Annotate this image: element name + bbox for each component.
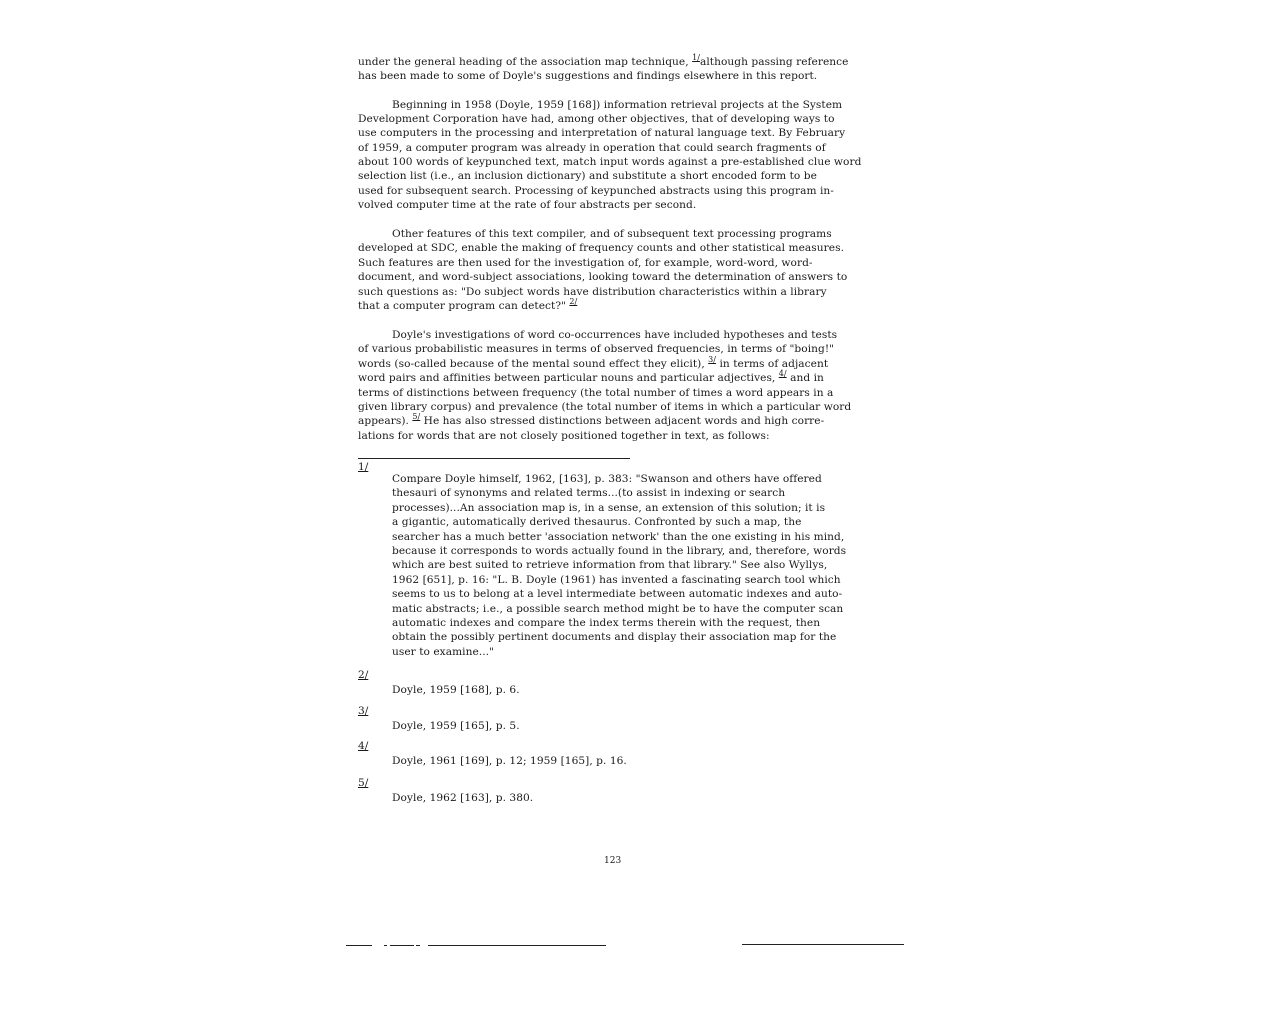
body-line: has been made to some of Doyle's suggestions and findings elsewhere in this report. [358, 70, 818, 82]
body-line: Doyle's investigations of word co-occurrences have included hypotheses and tests [392, 329, 838, 341]
footnote-number: 5/ [358, 777, 369, 789]
footnote-ref: 1/ [692, 53, 700, 62]
body-line: lations for words that are not closely positioned together in text, as follows: [358, 430, 770, 442]
footnote-line: Doyle, 1959 [168], p. 6. [392, 684, 520, 696]
body-line: Beginning in 1958 (Doyle, 1959 [168]) information retrieval projects at the System [392, 99, 843, 111]
bottom-rule [384, 945, 387, 946]
body-line: document, and word-subject associations, looking toward the determination of answers to [358, 271, 848, 283]
footnote-line: matic abstracts; i.e., a possible search method might be to have the computer scan [392, 603, 844, 615]
footnote-number: 4/ [358, 740, 369, 752]
body-line: of 1959, a computer program was already in operation that could search fragments of [358, 142, 826, 154]
footnote-ref: 4/ [778, 369, 787, 378]
footnote-line: a gigantic, automatically derived thesaurus. Confronted by such a map, the [392, 516, 802, 528]
footnote-line: because it corresponds to words actually found in the library, and, therefore, words [392, 545, 847, 557]
footnote-line: thesauri of synonyms and related terms...(to assist in indexing or search [392, 487, 786, 499]
footnote-line: automatic indexes and compare the index terms therein with the request, then [392, 617, 821, 629]
footnote-line: Doyle, 1961 [169], p. 12; 1959 [165], p. 16. [392, 755, 627, 767]
body-line: selection list (i.e., an inclusion dictionary) and substitute a short encoded form to be [358, 170, 817, 182]
footnote-line: 1962 [651], p. 16: "L. B. Doyle (1961) has invented a fascinating search tool which [392, 574, 841, 586]
body-line: about 100 words of keypunched text, match input words against a pre-established clue word [358, 156, 862, 168]
bottom-rule [428, 945, 606, 946]
body-line: used for subsequent search. Processing of keypunched abstracts using this program in- [358, 185, 834, 197]
body-line: words (so-called because of the mental sound effect they elicit), $^{3/}$ in terms of adjacent [358, 355, 829, 370]
footnote-ref: 2/ [569, 297, 578, 306]
body-line: Development Corporation have had, among other objectives, that of developing ways to [358, 113, 835, 125]
bottom-rule [390, 945, 414, 946]
footnote-number: 2/ [358, 669, 369, 681]
body-line: that a computer program can detect?" $^{2/}$ [358, 297, 578, 312]
body-line: Such features are then used for the investigation of, for example, word-word, word- [358, 257, 813, 269]
footnote-line: seems to us to belong at a level intermediate between automatic indexes and auto- [392, 588, 843, 600]
body-line: terms of distinctions between frequency (the total number of times a word appears in a [358, 387, 834, 399]
footnote-number: 1/ [358, 461, 369, 473]
body-line: use computers in the processing and interpretation of natural language text. By February [358, 127, 846, 139]
body-line: word pairs and affinities between particular nouns and particular adjectives, $^{4/}$ and in [358, 369, 824, 384]
footnote-line: Doyle, 1959 [165], p. 5. [392, 720, 520, 732]
body-line: developed at SDC, enable the making of frequency counts and other statistical measures. [358, 242, 844, 254]
bottom-rule [742, 944, 904, 945]
body-line: appears). $^{5/}$ He has also stressed distinctions between adjacent words and high corre- [358, 412, 825, 427]
page-number: 123 [604, 856, 622, 866]
footnote-line: user to examine..." [392, 646, 494, 658]
body-line: of various probabilistic measures in terms of observed frequencies, in terms of "boing!" [358, 343, 835, 355]
footnote-ref: 5/ [412, 412, 421, 421]
footnote-ref: 3/ [708, 355, 717, 364]
body-line: such questions as: "Do subject words have distribution characteristics within a library [358, 286, 827, 298]
footnote-separator [358, 458, 630, 459]
footnote-line: which are best suited to retrieve information from that library." See also Wyllys, [392, 559, 828, 571]
bottom-rule [346, 945, 372, 946]
body-line: Other features of this text compiler, and of subsequent text processing programs [392, 228, 832, 240]
footnote-line: searcher has a much better 'association network' than the one existing in his mind, [392, 531, 845, 543]
footnote-line: Compare Doyle himself, 1962, [163], p. 383: "Swanson and others have offered [392, 473, 822, 485]
body-line: volved computer time at the rate of four abstracts per second. [358, 199, 697, 211]
bottom-rule [416, 945, 420, 946]
footnote-number: 3/ [358, 705, 369, 717]
body-line: under the general heading of the association map technique, $^{1/}$although passing reference [358, 53, 849, 68]
body-line: given library corpus) and prevalence (the total number of items in which a particular word [358, 401, 852, 413]
footnote-line: obtain the possibly pertinent documents and display their association map for the [392, 631, 837, 643]
footnote-line: Doyle, 1962 [163], p. 380. [392, 792, 534, 804]
footnote-line: processes)...An association map is, in a sense, an extension of this solution; it is [392, 502, 826, 514]
